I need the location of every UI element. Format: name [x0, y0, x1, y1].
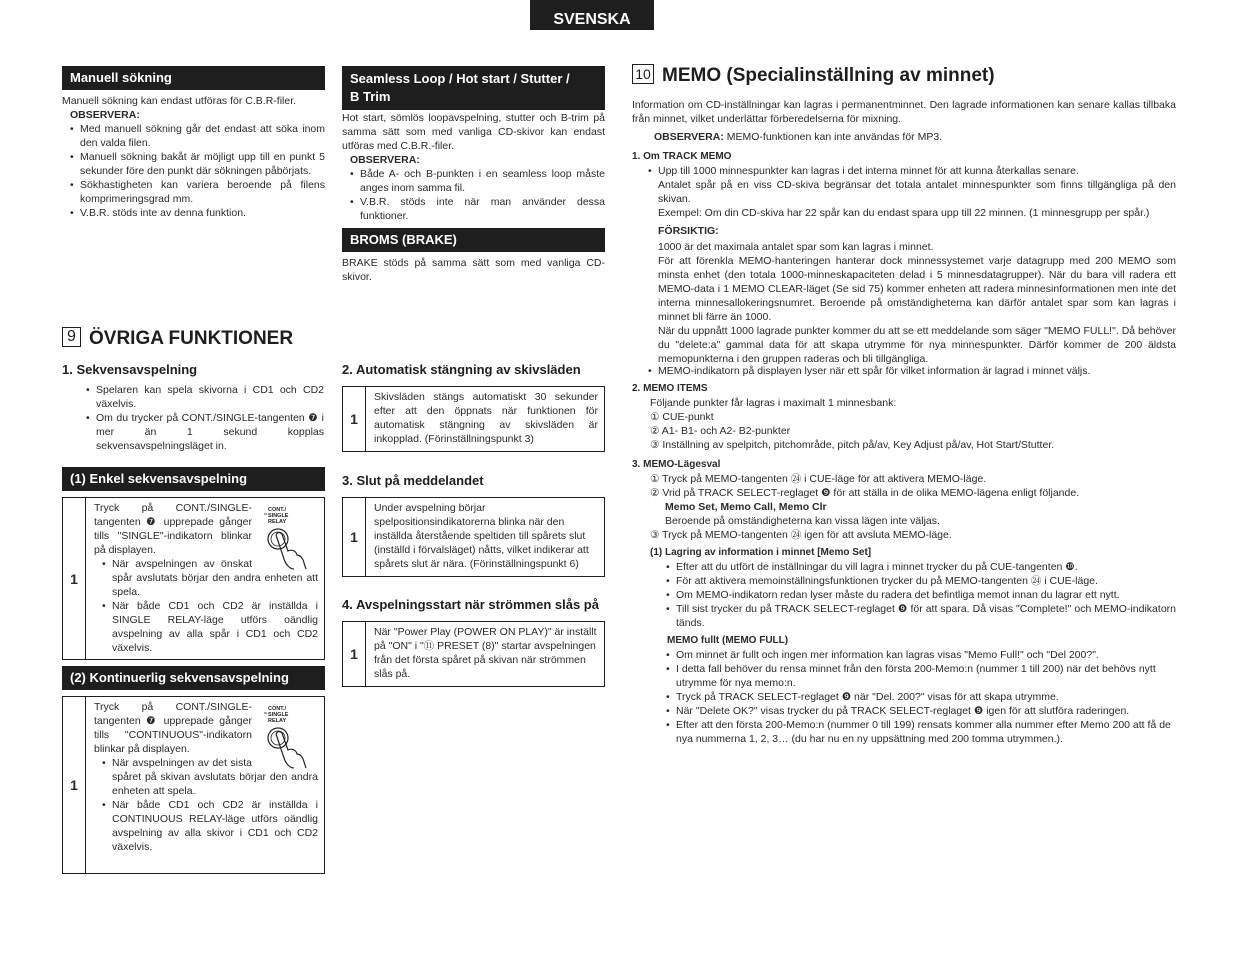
memo-s2-body	[650, 396, 1176, 452]
sekvens-section	[78, 383, 324, 453]
memo-s3-heading: 3. MEMO-Lägesval	[632, 459, 721, 470]
svg-text:CONT./: CONT./	[268, 507, 287, 513]
list-item: ② A1- B1- och A2- B2-punkter	[650, 425, 791, 437]
ovriga-title: ÖVRIGA FUNKTIONER	[89, 328, 294, 349]
forsiktig-p1: 1000 är det maximala antalet spar som kan lagras i minnet.	[658, 241, 934, 253]
seamless-title-line1: Seamless Loop / Hot start / Stutter /	[350, 71, 570, 86]
list-item: • Upp till 1000 minnespunkter kan lagras i det interna minnet för att kunna återkallas senare.	[658, 164, 1176, 178]
memo-heading	[632, 65, 1192, 87]
memo-s1-b2	[650, 364, 1176, 378]
seamless-obs: OBSERVERA:	[350, 154, 420, 166]
memo-full-body	[666, 648, 1176, 746]
broms-title: BROMS (BRAKE)	[342, 228, 605, 252]
memo-modes-note: Beroende på omständigheterna kan vissa lägen inte väljas.	[665, 515, 940, 527]
memo-s2-intro: Följande punkter får lagras i maximalt 1 minnesbank:	[650, 397, 897, 409]
list-item: • Manuell sökning bakåt är möjligt upp till en punkt 5 sekunder före den punkt där sökningen påbörjats.	[80, 150, 325, 178]
list-item: • När både CD1 och CD2 är inställda i SINGLE RELAY-läge utförs oändlig avspelning av alla spår i CD1 och CD2 växelvis.	[112, 599, 318, 655]
step-number: 1	[63, 697, 86, 874]
kont-title: (2) Kontinuerlig sekvensavspelning	[62, 666, 325, 690]
slut-heading: 3. Slut på meddelandet	[342, 473, 484, 488]
section-number: 9	[62, 327, 81, 347]
svg-text:RELAY: RELAY	[268, 519, 287, 525]
manuell-title: Manuell sökning	[62, 66, 325, 90]
seamless-title	[342, 66, 605, 110]
enkel-title: (1) Enkel sekvensavspelning	[62, 467, 325, 491]
memo-intro: Information om CD-inställningar kan lagras i permanentminnet. Den lagrade informationen kan senare kallas tillbaka från minnet, vilket underlättar förberedelserna för mixning.	[632, 99, 1176, 125]
enkel-step-text	[86, 498, 325, 660]
list-item: • När "Delete OK?" visas trycker du på TRACK SELECT-reglaget ❾ igen för att slutföra raderingen.	[676, 704, 1176, 718]
forsiktig-head: FÖRSIKTIG:	[658, 225, 719, 237]
list-item: ③ Inställning av spelpitch, pitchområde, pitch på/av, Key Adjust på/av, Hot Start/Stutter.	[650, 439, 1055, 451]
ovriga-heading	[62, 328, 362, 350]
memo-obs-label: OBSERVERA:	[654, 131, 724, 143]
memo-s1-head	[632, 150, 1176, 164]
list-item: • Om du trycker på CONT./SINGLE-tangenten ❼ i mer än 1 sekund kopplas sekvensavspelningsläget in.	[96, 411, 324, 453]
memo-obs-text: MEMO-funktionen kan inte användas för MP3.	[723, 131, 943, 143]
memo-s2-head	[632, 382, 708, 396]
list-item: ① Tryck på MEMO-tangenten ㉔ i CUE-läge för att aktivera MEMO-läge.	[650, 473, 987, 485]
list-item: • Till sist trycker du på TRACK SELECT-reglaget ❾ för att spara. Då visas "Complete!" och MEMO-indikatorn tänds.	[676, 602, 1176, 630]
language-tab: SVENSKA	[530, 0, 654, 30]
manuell-intro: Manuell sökning kan endast utföras för C.B.R-filer.	[62, 95, 297, 107]
list-item: • I detta fall behöver du rensa minnet från den första 200-Memo:n (nummer 1 till 200) när det behövs nytt utrymme för nya memo:n.	[676, 662, 1176, 690]
list-item: • V.B.R. stöds inte av denna funktion.	[80, 206, 325, 220]
enkel-step-table	[62, 497, 325, 660]
list-item: • Om minnet är fullt och ingen mer information kan lagras visas "Memo Full!" och "Del 200?".	[676, 648, 1176, 662]
start-heading: 4. Avspelningsstart när strömmen slås på	[342, 597, 599, 612]
list-item: • Både A- och B-punkten i en seamless loop måste anges inom samma fil.	[360, 167, 605, 195]
svg-text:SINGLE: SINGLE	[268, 712, 289, 718]
list-item: • Efter att den första 200-Memo:n (nummer 0 till 199) rensats kommer alla nummer efter Memo 200 att få de nya nummerna 1, 2, 3… (du har nu en ny uppsättning med 200 tomma utrymmen.).	[676, 718, 1176, 746]
sekvens-heading: 1. Sekvensavspelning	[62, 362, 198, 377]
slut-step-text: Under avspelning börjar spelpositionsindikatorerna blinka när den inställda återstående speltiden till spårets slut (inställd i förvalsläget) nåtts, vilket indikerar att spårets slut är nära. (Förinställningspunkt 6)	[366, 498, 605, 577]
list-item: • Efter att du utfört de inställningar du vill lagra i minnet trycker du på CUE-tangenten ❿.	[676, 560, 1176, 574]
svg-text:SINGLE: SINGLE	[268, 513, 289, 519]
list-item: ① CUE-punkt	[650, 411, 714, 423]
list-item: • För att aktivera memoinställningsfunktionen trycker du på MEMO-tangenten ㉔ i CUE-läge.	[676, 574, 1176, 588]
memo-s31-head	[650, 546, 871, 560]
list-item: • MEMO-indikatorn på displayen lyser när ett spår för vilket information är lagrad i minnet väljs.	[658, 364, 1176, 378]
section-number: 10	[632, 64, 654, 84]
auto-step-text: Skivsläden stängs automatiskt 30 sekunder efter att den öppnats när funktionen för automatisk stängning av skivsläden är inkopplad. (Förinställningspunkt 3)	[366, 387, 605, 452]
seamless-intro: Hot start, sömlös loopavspelning, stutter och B-trim på samma sätt som med vanliga CD-skivor kan endast utföras med C.B.R.-filer.	[342, 112, 605, 152]
forsiktig-p2: För att förenkla MEMO-hanteringen hanterar dock minnessystemet varje datagrupp med 200 MEMO som minsta enhet (den totala 1000-minneskapaciteten delad i 5 minnesdatagrupper). När du bara vill radera ett MEMO-data i 1 MEMO CLEAR-läget (Se sid 75) kommer enheten att radera minnesinformationen men inte det interna minnesallokeringsnumret. Beroende på omständigheterna kan därför antalet spar som kan lagras i minnet bli färre än 1000.	[658, 255, 1176, 323]
list-item: ③ Tryck på MEMO-tangenten ㉔ igen för att avsluta MEMO-läge.	[650, 529, 952, 541]
list-item: • V.B.R. stöds inte när man använder dessa funktioner.	[360, 195, 605, 223]
step-number: 1	[343, 387, 366, 452]
memo-full-heading: MEMO fullt (MEMO FULL)	[667, 635, 789, 646]
list-item: • Med manuell sökning går det endast att söka inom den valda filen.	[80, 122, 325, 150]
manuell-section	[62, 94, 325, 220]
list-item: • Tryck på TRACK SELECT-reglaget ❾ när "Del. 200?" visas för att skapa utrymme.	[676, 690, 1176, 704]
forsiktig-p3: När du uppnått 1000 lagrade punkter kommer du att se ett meddelande som säger "MEMO FULL!". Då behöver du "delete:a" gammal data för att skapa utrymme för nya minnespunkter. Därför kommer de 200 äldsta memopunkterna i den gruppen raderas och bli tillgängliga.	[658, 325, 1176, 365]
memo-s3-head	[632, 458, 720, 472]
list-item: • När både CD1 och CD2 är inställda i CONTINUOUS RELAY-läge utförs oändlig avspelning av alla skivor i CD1 och CD2 växelvis.	[112, 798, 318, 854]
kont-step-text	[86, 697, 325, 874]
list-item: • Om MEMO-indikatorn redan lyser måste du radera det befintliga memot innan du lagrar ett nytt.	[676, 588, 1176, 602]
memo-modes: Memo Set, Memo Call, Memo Clr	[665, 501, 827, 513]
step-number: 1	[343, 498, 366, 577]
memo-s1-p1: Antalet spår på en viss CD-skiva begränsar det totala antalet minnespunkter som finns tillgängliga på den skivan.	[658, 179, 1176, 205]
kont-intro: Tryck på CONT./SINGLE-tangenten ❼ upprepade gånger tills "CONTINUOUS"-indikatorn blinkar på displayen.	[94, 701, 252, 755]
auto-step-table	[342, 386, 605, 452]
broms-text: BRAKE stöds på samma sätt som med vanliga CD-skivor.	[342, 257, 605, 283]
enkel-intro: Tryck på CONT./SINGLE-tangenten ❼ upprepade gånger tills "SINGLE"-indikatorn blinkar på displayen.	[94, 502, 252, 556]
memo-full-head	[667, 634, 788, 648]
manuell-obs: OBSERVERA:	[70, 109, 140, 121]
memo-s31-body	[666, 560, 1176, 630]
memo-s1-heading: 1. Om TRACK MEMO	[632, 151, 732, 162]
list-item: • När avspelningen av det sista spåret på skivan avslutats börjar den andra enheten att spela.	[112, 756, 318, 798]
memo-s2-heading: 2. MEMO ITEMS	[632, 383, 708, 394]
step-number: 1	[63, 498, 86, 660]
list-item: ② Vrid på TRACK SELECT-reglaget ❾ för att ställa in de olika MEMO-lägena enligt följande.	[650, 487, 1080, 499]
memo-s3-body	[650, 472, 1176, 542]
list-item: • Spelaren kan spela skivorna i CD1 och CD2 växelvis.	[96, 383, 324, 411]
memo-s1-body	[658, 164, 1176, 366]
step-number: 1	[343, 622, 366, 687]
memo-title: MEMO (Specialinställning av minnet)	[662, 65, 995, 86]
slut-step-table	[342, 497, 605, 577]
seamless-title-line2: B Trim	[350, 89, 391, 104]
list-item: • Sökhastigheten kan variera beroende på filens komprimeringsgrad mm.	[80, 178, 325, 206]
memo-s1-p2: Exempel: Om din CD-skiva har 22 spår kan du endast spara upp till 22 minnen. (1 minnesgrupp per spår.)	[658, 207, 1150, 219]
list-item: • När avspelningen av önskat spår avslutats börjar den andra enheten att spela.	[112, 557, 318, 599]
start-step-text: När "Power Play (POWER ON PLAY)" är inställt på "ON" i "⑪ PRESET (8)" startar avspelningen från det första spåret på skivan när strömmen slås på.	[366, 622, 605, 687]
auto-heading: 2. Automatisk stängning av skivsläden	[342, 362, 581, 377]
start-step-table	[342, 621, 605, 687]
memo-obs	[654, 130, 1174, 144]
svg-text:CONT./: CONT./	[268, 706, 287, 712]
kont-step-table	[62, 696, 325, 874]
memo-s31-heading: (1) Lagring av information i minnet [Memo Set]	[650, 547, 872, 558]
seamless-section	[342, 111, 605, 223]
svg-text:RELAY: RELAY	[268, 718, 287, 724]
